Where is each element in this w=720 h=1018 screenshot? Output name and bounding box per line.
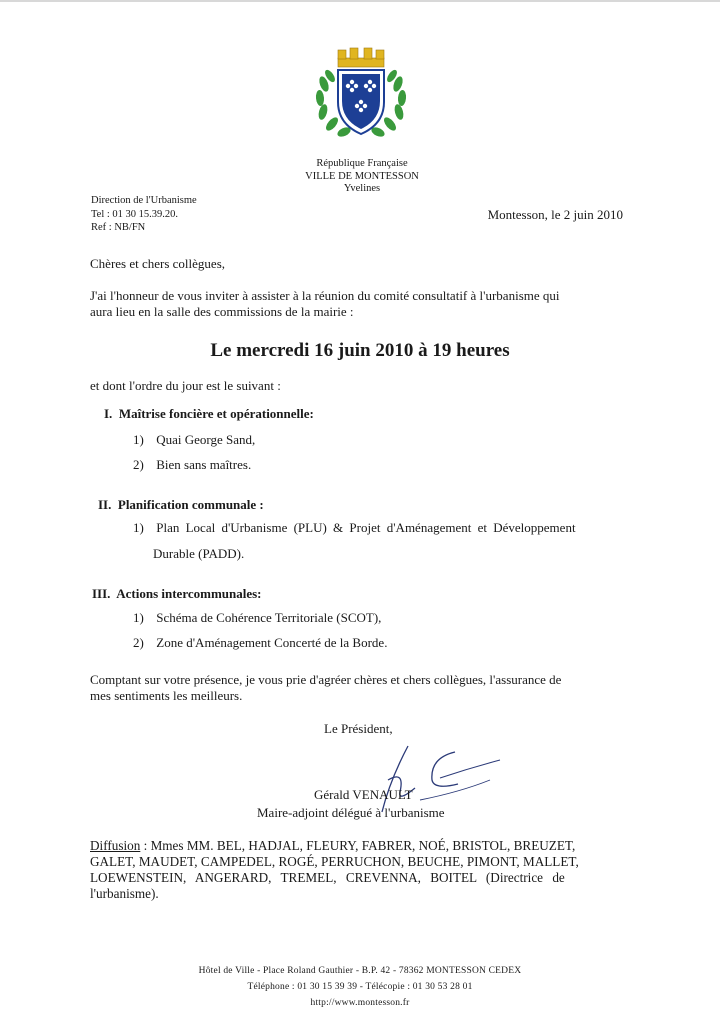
list-item [133, 516, 633, 540]
city-crest-icon [310, 44, 412, 144]
section-1-heading [104, 406, 314, 422]
item-text: Bien sans maîtres. [156, 457, 252, 472]
item-text: Plan Local d'Urbanisme (PLU) & Projet d'Aménagement et Développement [156, 520, 576, 535]
item-text: Zone d'Aménagement Concerté de la Borde. [156, 635, 388, 650]
section-title: Maîtrise foncière et opérationnelle: [118, 406, 314, 421]
closing-paragraph [90, 672, 561, 704]
republic-label: République Française [316, 158, 408, 169]
meeting-date: Le mercredi 16 juin 2010 à 19 heures [210, 340, 510, 361]
letterhead [262, 158, 462, 196]
intro-line-1: J'ai l'honneur de vous inviter à assister à la réunion du comité consultatif à l'urbanisme qui [90, 288, 560, 303]
item-number: 1) [133, 432, 144, 447]
diffusion-line-4: l'urbanisme). [90, 886, 159, 901]
closing-line-1: Comptant sur votre présence, je vous prie d'agréer chères et chers collègues, l'assurance de [90, 672, 562, 687]
list-item [133, 631, 387, 655]
department-name: Yvelines [343, 183, 381, 194]
intro-paragraph [90, 288, 560, 320]
sender-block [91, 194, 197, 235]
footer-website-link[interactable]: http://www.montesson.fr [310, 998, 410, 1008]
diffusion-block [90, 838, 634, 902]
section-2-heading [98, 497, 264, 513]
salutation: Chères et chers collègues, [90, 256, 226, 271]
section-title: Actions intercommunales: [116, 586, 262, 601]
item-number: 2) [133, 635, 144, 650]
diffusion-label: Diffusion [90, 838, 141, 853]
diffusion-line-1 [90, 838, 634, 854]
agenda-intro: et dont l'ordre du jour est le suivant : [90, 378, 281, 393]
signatory-name: Gérald VENAULT [314, 787, 413, 802]
closing-line-2: mes sentiments les meilleurs. [90, 688, 243, 703]
diffusion-line-3: LOEWENSTEIN, ANGERARD, TREMEL, CREVENNA, BOITEL (Directrice de [90, 870, 565, 885]
sender-direction: Direction de l'Urbanisme [91, 195, 197, 206]
section-number: III. [92, 586, 111, 601]
date-line: Montesson, le 2 juin 2010 [487, 207, 623, 222]
item-text: Quai George Sand, [156, 432, 256, 447]
list-item [133, 428, 255, 452]
section-number: I. [104, 406, 113, 421]
diffusion-text: : Mmes MM. BEL, HADJAL, FLEURY, FABRER, NOÉ, BRISTOL, BREUZET, [140, 838, 576, 853]
item-number: 1) [133, 610, 144, 625]
section-number: II. [98, 497, 112, 512]
item-number: 2) [133, 457, 144, 472]
list-item [133, 606, 381, 630]
item-number: 1) [133, 520, 144, 535]
sender-tel: Tel : 01 30 15.39.20. [91, 208, 179, 220]
list-item [133, 453, 251, 477]
top-border [0, 0, 720, 2]
section-3-heading [92, 586, 262, 602]
list-item-continuation: Durable (PADD). [153, 546, 245, 561]
intro-line-2: aura lieu en la salle des commissions de la mairie : [90, 304, 354, 319]
sender-ref: Ref : NB/FN [91, 222, 146, 233]
footer-phones: Téléphone : 01 30 15 39 39 - Télécopie : 01 30 53 28 01 [247, 982, 473, 992]
footer-address: Hôtel de Ville - Place Roland Gauthier - B.P. 42 - 78362 MONTESSON CEDEX [198, 966, 522, 976]
signatory-title: Maire-adjoint délégué à l'urbanisme [257, 805, 445, 820]
item-text: Schéma de Cohérence Territoriale (SCOT), [156, 610, 382, 625]
signature-role: Le Président, [324, 721, 393, 736]
diffusion-line-2: GALET, MAUDET, CAMPEDEL, ROGÉ, PERRUCHON, BEUCHE, PIMONT, MALLET, [90, 854, 579, 869]
section-title: Planification communale : [117, 497, 264, 512]
city-name: VILLE DE MONTESSON [305, 170, 419, 182]
footer [0, 963, 720, 1011]
